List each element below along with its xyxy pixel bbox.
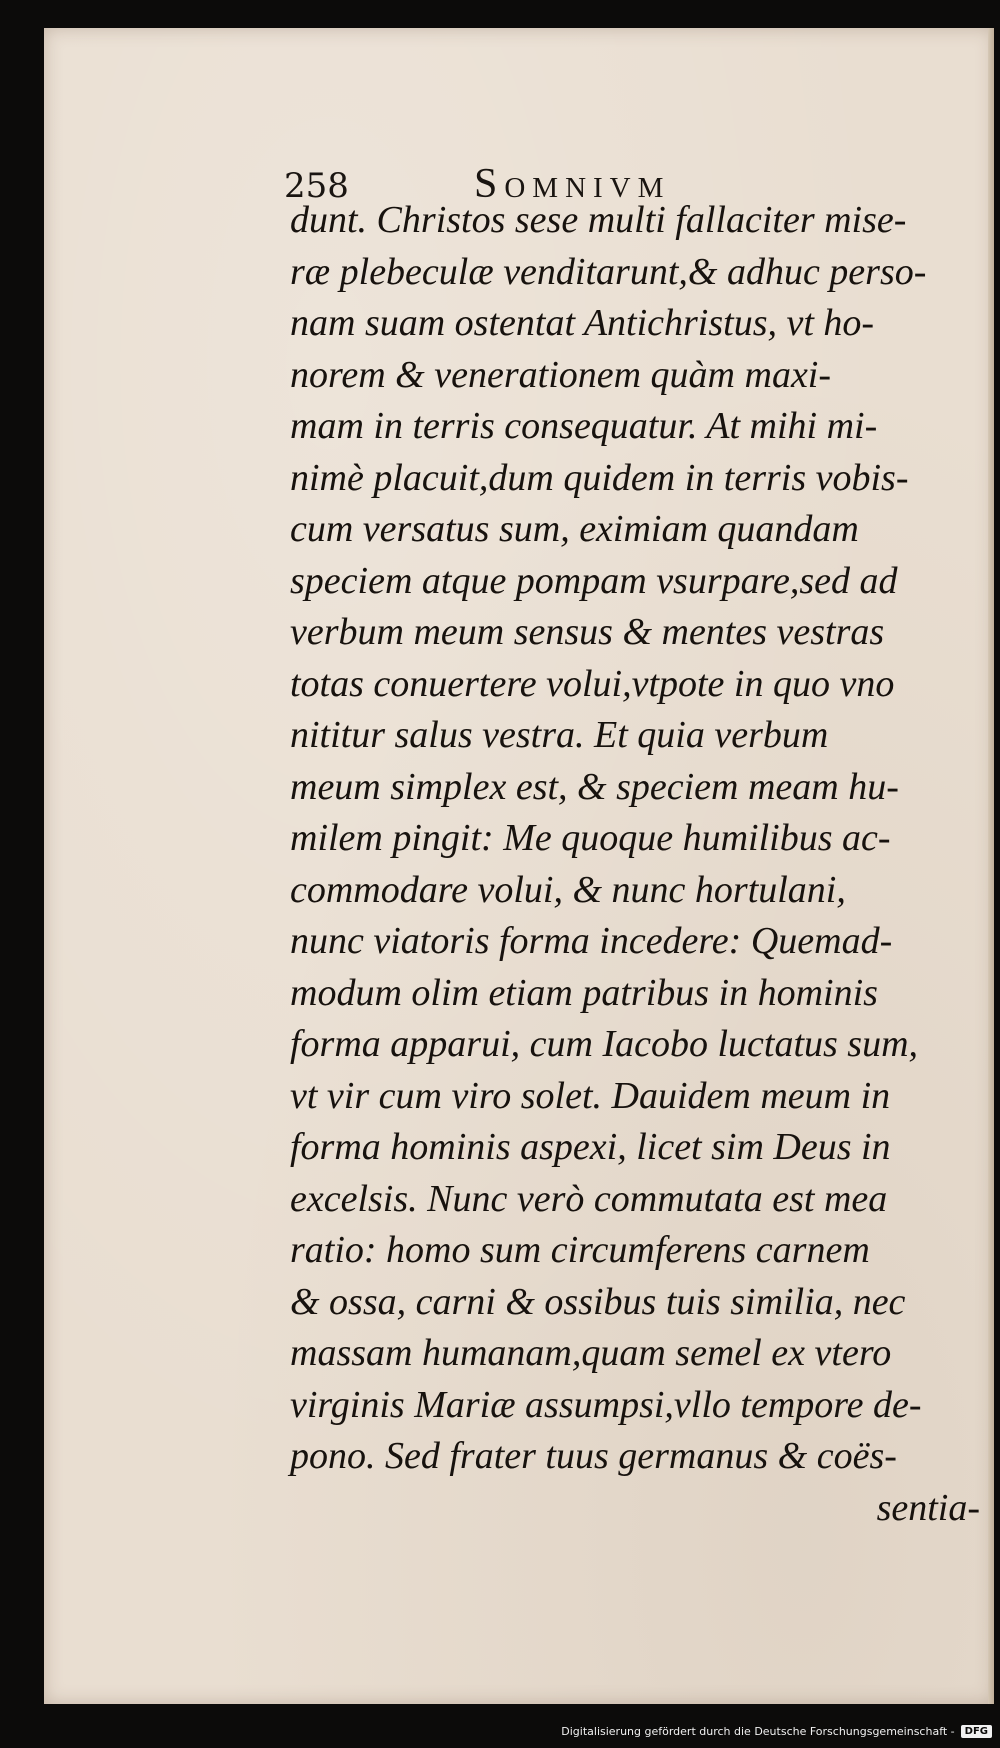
running-head: Somnivm <box>474 161 671 207</box>
text-line: nititur salus vestra. Et quia verbum <box>290 714 829 756</box>
text-line: meum simplex est, & speciem meam hu- <box>290 765 899 808</box>
body-text <box>290 195 980 1534</box>
text-line: commodare volui, & nunc hortulani, <box>290 868 846 911</box>
text-line: forma apparui, cum Iacobo luctatus sum, <box>290 1023 919 1065</box>
text-line: speciem atque pompam vsurpare,sed ad <box>290 559 898 602</box>
text-line: excelsis. Nunc verò commutata est mea <box>290 1177 888 1220</box>
digitization-credit <box>561 1720 992 1742</box>
text-line: forma hominis aspexi, licet sim Deus in <box>290 1126 891 1168</box>
text-line: ratio: homo sum circumferens carnem <box>290 1229 870 1271</box>
page-header <box>284 136 804 207</box>
dfg-logo: DFG <box>961 1725 992 1738</box>
page-edge <box>988 28 994 1704</box>
text-line: nimè placuit,dum quidem in terris vobis- <box>290 456 909 499</box>
text-line: ræ plebeculæ venditarunt,& adhuc perso- <box>290 250 927 293</box>
text-line: dunt. Christos sese multi fallaciter mise- <box>290 199 907 241</box>
text-line: massam humanam,quam semel ex vtero <box>290 1332 892 1374</box>
credit-text: Digitalisierung gefördert durch die Deutsche Forschungsgemeinschaft - <box>561 1724 955 1738</box>
text-line: modum olim etiam patribus in hominis <box>290 971 878 1014</box>
catchword: sentia- <box>876 1486 980 1529</box>
text-line: norem & venerationem quàm maxi- <box>290 353 832 396</box>
text-line: pono. Sed frater tuus germanus & coës- <box>290 1435 897 1477</box>
text-line: cum versatus sum, eximiam quandam <box>290 508 859 550</box>
text-line: verbum meum sensus & mentes vestras <box>290 611 885 653</box>
text-line: vt vir cum viro solet. Dauidem meum in <box>290 1074 891 1117</box>
text-line: virginis Mariæ assumpsi,vllo tempore de- <box>290 1383 922 1426</box>
text-line: mam in terris consequatur. At mihi mi- <box>290 405 878 447</box>
text-line: & ossa, carni & ossibus tuis similia, nec <box>290 1280 906 1323</box>
text-line: totas conuertere volui,vtpote in quo vno <box>290 662 895 705</box>
text-line: nam suam ostentat Antichristus, vt ho- <box>290 302 875 344</box>
text-line: nunc viatoris forma incedere: Quemad- <box>290 920 893 962</box>
page-number: 258 <box>284 166 349 206</box>
text-line: milem pingit: Me quoque humilibus ac- <box>290 817 891 859</box>
